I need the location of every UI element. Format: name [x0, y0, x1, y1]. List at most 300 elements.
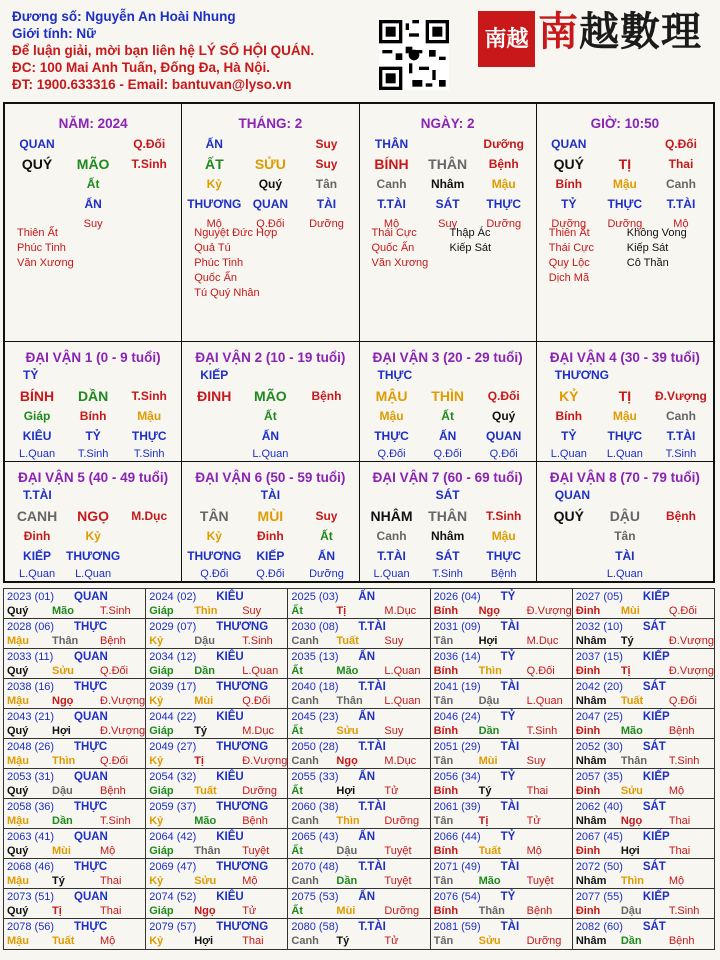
dai-van-title: ĐẠI VẬN 4 (30 - 39 tuổi) — [549, 350, 700, 365]
annual-year: 2049 (27) — [149, 741, 197, 753]
star-item: Không Vong — [626, 227, 687, 239]
annual-stage: Mộ — [526, 845, 542, 857]
stem-branch-line-cell: QUÝ — [21, 156, 53, 172]
life-stage-line-cell: Q.Đối — [256, 568, 285, 580]
annual-row — [4, 679, 714, 709]
star-item: Dịch Mã — [548, 272, 590, 284]
hidden-gods-line-cell: TỶ — [561, 429, 577, 443]
stem-branch-line-cell: Suy — [315, 157, 338, 171]
hidden-stems-line-cell: Kỷ — [206, 529, 222, 543]
annual-stage: Đ.Vượng — [668, 635, 714, 647]
annual-branch: Dậu — [194, 635, 215, 647]
annual-year: 2052 (30) — [575, 741, 623, 753]
annual-year: 2056 (34) — [433, 771, 481, 783]
dai-van-title: ĐẠI VẬN 3 (20 - 29 tuổi) — [372, 350, 523, 365]
stem-branch-line-cell: TỊ — [618, 156, 632, 172]
annual-stage: L.Quan — [384, 695, 421, 707]
star-item — [450, 256, 530, 271]
annual-god: TÀI — [500, 801, 520, 813]
life-stage-line-cell: Bệnh — [490, 568, 517, 580]
dai-van-god: TỶ — [23, 368, 39, 382]
annual-stem: Ất — [291, 845, 304, 857]
annual-branch: Thân — [336, 695, 363, 707]
hidden-gods-line-cell: ẤN — [84, 197, 102, 211]
ten-god-line-cell: Dưỡng — [483, 137, 524, 151]
annual-god: QUAN — [74, 891, 108, 903]
annual-branch: Sửu — [194, 875, 217, 887]
annual-stem: Mậu — [7, 635, 29, 647]
annual-luck-grid — [3, 588, 715, 950]
annual-branch: Dậu — [336, 845, 358, 857]
hidden-gods-line-cell: T.TÀI — [666, 197, 696, 211]
hidden-gods-line-cell: T.TÀI — [377, 549, 406, 563]
annual-year: 2029 (07) — [149, 621, 197, 633]
annual-year: 2071 (49) — [433, 861, 481, 873]
annual-stem: Kỷ — [149, 635, 164, 647]
hidden-gods-line-cell: SÁT — [435, 197, 460, 211]
chart-header — [12, 8, 382, 93]
annual-branch: Thìn — [478, 665, 502, 677]
annual-branch: Dần — [478, 725, 500, 737]
annual-year: 2025 (03) — [291, 591, 339, 603]
annual-year: 2047 (25) — [575, 711, 623, 723]
annual-god: KIÊU — [216, 771, 244, 783]
annual-year: 2044 (22) — [149, 711, 197, 723]
pillar-1 — [182, 104, 359, 341]
ten-god-line — [182, 134, 358, 154]
pillar-title: GIỜ: 10:50 — [590, 116, 660, 131]
life-stage-line-cell: Dưỡng — [309, 568, 344, 580]
life-stage-line-cell: L.Quan — [373, 568, 410, 580]
dai-van-8 — [537, 462, 713, 581]
annual-branch: Thìn — [52, 755, 76, 767]
annual-stem: Bính — [433, 665, 459, 677]
hidden-gods-line-cell: T.TÀI — [666, 429, 696, 443]
annual-branch: Ngọ — [52, 695, 74, 707]
annual-year: 2074 (52) — [149, 891, 197, 903]
annual-god: TÀI — [500, 921, 520, 933]
annual-branch: Tị — [336, 605, 347, 617]
hidden-stems-line-cell: Đinh — [257, 529, 284, 543]
star-item: Tú Quý Nhân — [194, 287, 260, 299]
hidden-stems-line-cell: Canh — [376, 177, 407, 191]
hidden-stems-line-cell: Mậu — [612, 177, 637, 191]
star-item: Quả Tú — [194, 242, 231, 254]
stem-branch-line-cell: DẦN — [77, 388, 109, 404]
star-item — [627, 271, 707, 286]
annual-stage: Q.Đối — [100, 665, 129, 677]
stem-branch-line-cell: THÂN — [428, 156, 468, 172]
hidden-stems-line — [537, 174, 713, 194]
stem-branch-line-cell: NGỌ — [77, 508, 110, 524]
dai-van-god: SÁT — [435, 488, 460, 502]
stem-branch-line-cell: THÂN — [428, 508, 468, 524]
annual-stem: Giáp — [149, 845, 174, 857]
hidden-gods-line-cell: THỰC — [374, 429, 409, 443]
annual-god: TÀI — [500, 741, 520, 753]
dai-van-title: ĐẠI VẬN 5 (40 - 49 tuổi) — [18, 470, 169, 485]
annual-cell — [288, 589, 430, 618]
annual-stem: Giáp — [149, 605, 174, 617]
annual-year: 2077 (55) — [575, 891, 623, 903]
stem-branch-line — [537, 154, 713, 174]
ten-god-line-cell: Suy — [315, 137, 338, 151]
annual-cell — [431, 679, 573, 708]
hidden-stems-line — [5, 406, 181, 426]
annual-stage: Tuyệt — [526, 875, 554, 887]
annual-year: 2063 (41) — [7, 831, 55, 843]
dai-van-god: THỰC — [377, 368, 413, 382]
annual-stage: Tuyệt — [384, 845, 412, 857]
annual-cell — [573, 619, 714, 648]
annual-god: THỰC — [74, 861, 108, 873]
life-stage-line-cell: L.Quan — [550, 448, 587, 460]
hidden-stems-line — [5, 526, 181, 546]
annual-year: 2033 (11) — [7, 651, 54, 663]
annual-god: TỶ — [500, 891, 516, 903]
annual-stem: Mậu — [7, 875, 29, 887]
annual-cell — [573, 589, 714, 618]
annual-cell — [146, 679, 288, 708]
stem-branch-line-cell: QUÝ — [553, 508, 584, 524]
hidden-stems-line-cell: Giáp — [23, 409, 51, 423]
stem-branch-line-cell: T.Sinh — [131, 157, 167, 171]
annual-stage: Tử — [526, 815, 541, 827]
annual-stem: Quý — [7, 845, 29, 857]
annual-god: ẤN — [358, 891, 376, 903]
annual-god: SÁT — [642, 681, 666, 693]
annual-cell — [288, 739, 430, 768]
hidden-stems-line-cell: Bính — [79, 409, 107, 423]
annual-god: T.TÀI — [358, 861, 386, 873]
annual-god: T.TÀI — [358, 681, 386, 693]
annual-cell — [288, 799, 430, 828]
dai-van-5 — [5, 462, 182, 581]
life-stage-line-cell: Dưỡng — [309, 218, 344, 230]
annual-branch: Hợi — [52, 725, 71, 737]
annual-god: THỰC — [74, 741, 108, 753]
annual-god: KIẾP — [642, 711, 670, 723]
annual-cell — [4, 709, 146, 738]
annual-stage: Thai — [242, 935, 264, 947]
annual-stage: M.Dục — [384, 755, 417, 767]
hidden-gods-line-cell: THỰC — [486, 549, 521, 563]
annual-cell — [146, 589, 288, 618]
life-stage-line-cell: Mộ — [673, 218, 689, 230]
annual-stage: L.Quan — [526, 695, 563, 707]
annual-god: T.TÀI — [358, 921, 386, 933]
stem-branch-line — [182, 386, 358, 406]
star-item: Quốc Ấn — [194, 272, 238, 284]
annual-stage: Bệnh — [242, 815, 268, 827]
annual-row — [4, 889, 714, 919]
annual-stem: Canh — [291, 755, 319, 767]
annual-god: KIẾP — [642, 891, 670, 903]
annual-branch: Mùi — [336, 905, 356, 917]
annual-cell — [4, 859, 146, 888]
hidden-gods-line-cell: QUAN — [486, 429, 522, 443]
annual-year: 2048 (26) — [7, 741, 55, 753]
annual-stage: Đ.Vượng — [242, 755, 288, 767]
annual-branch: Ngọ — [194, 905, 216, 917]
annual-cell — [431, 619, 573, 648]
life-stage-line-cell: T.Sinh — [133, 448, 165, 460]
annual-row — [4, 709, 714, 739]
annual-stem: Kỷ — [149, 815, 164, 827]
annual-branch: Dậu — [478, 695, 500, 707]
ten-god-line-cell: QUAN — [551, 137, 587, 151]
annual-stage: Tử — [384, 785, 399, 797]
life-stage-line-cell: Suy — [438, 218, 458, 230]
annual-stem: Kỷ — [149, 755, 164, 767]
annual-row — [4, 619, 714, 649]
annual-cell — [573, 649, 714, 678]
hidden-stems-line-cell: Ất — [86, 177, 100, 191]
annual-cell — [288, 889, 430, 918]
life-stage-line-cell: Mộ — [383, 218, 400, 230]
annual-branch: Tị — [620, 665, 631, 677]
annual-branch: Mùi — [194, 695, 214, 707]
annual-stem: Mậu — [7, 755, 29, 767]
annual-cell — [431, 769, 573, 798]
annual-branch: Ngọ — [478, 605, 500, 617]
life-stage-line — [537, 446, 713, 462]
annual-stem: Đinh — [575, 725, 601, 737]
annual-stage: Thai — [668, 815, 691, 827]
annual-god: THỰC — [74, 621, 108, 633]
annual-row — [4, 859, 714, 889]
annual-branch: Dần — [52, 815, 73, 827]
annual-branch: Mão — [478, 875, 501, 887]
annual-year: 2069 (47) — [149, 861, 197, 873]
annual-stem: Tân — [433, 635, 454, 647]
annual-stage: Mộ — [100, 845, 116, 857]
annual-year: 2061 (39) — [433, 801, 481, 813]
life-stage-line-cell: Dưỡng — [607, 218, 643, 230]
hidden-stems-line-cell: Ất — [264, 409, 277, 423]
annual-cell — [4, 649, 146, 678]
annual-stage: Q.Đối — [668, 695, 697, 707]
annual-cell — [4, 799, 146, 828]
annual-cell — [146, 709, 288, 738]
annual-year: 2079 (57) — [149, 921, 197, 933]
hidden-stems-line-cell: Mậu — [379, 409, 404, 423]
life-stage-line — [537, 566, 713, 582]
annual-stage: Dưỡng — [242, 785, 277, 797]
hidden-stems-line-cell: Ất — [441, 409, 454, 423]
star-item: Kiếp Sát — [626, 242, 669, 254]
hidden-gods-line-cell: T.TÀI — [377, 197, 406, 211]
annual-branch: Thìn — [620, 875, 645, 887]
annual-stem: Mậu — [7, 935, 29, 947]
annual-stage: Mộ — [668, 875, 685, 887]
hidden-gods-line-cell: THỰC — [607, 429, 643, 443]
annual-stem: Đinh — [575, 905, 601, 917]
annual-branch: Thìn — [336, 815, 360, 827]
annual-cell — [146, 619, 288, 648]
stem-branch-line-cell: Bệnh — [311, 389, 342, 403]
annual-year: 2066 (44) — [433, 831, 481, 843]
brand-seal: 南越 — [478, 11, 535, 67]
stem-branch-line-cell: MẬU — [375, 388, 408, 404]
annual-branch: Sửu — [336, 725, 359, 737]
special-stars — [549, 226, 709, 286]
life-stage-line — [182, 446, 358, 462]
annual-branch: Mùi — [52, 845, 71, 857]
dai-van-3 — [360, 342, 537, 461]
annual-stem: Ất — [291, 665, 304, 677]
annual-stage: Bệnh — [100, 635, 126, 647]
subject-gender: Giới tính: Nữ — [12, 26, 96, 41]
annual-god: TỶ — [500, 651, 516, 663]
annual-stage: Dưỡng — [384, 905, 420, 917]
stem-branch-line-cell: M.Dục — [131, 509, 168, 523]
annual-branch: Tuất — [194, 785, 217, 797]
annual-cell — [573, 769, 714, 798]
hidden-gods-line-cell: ẤN — [317, 549, 336, 563]
annual-stem: Bính — [433, 785, 459, 797]
stem-branch-line — [5, 386, 181, 406]
annual-stem: Ất — [291, 725, 304, 737]
annual-year: 2057 (35) — [575, 771, 623, 783]
annual-stage: L.Quan — [384, 665, 421, 677]
annual-branch: Thìn — [194, 605, 218, 617]
annual-stem: Mậu — [7, 815, 29, 827]
hidden-stems-line-cell: Đinh — [23, 529, 51, 543]
stem-branch-line-cell: ĐINH — [197, 388, 232, 404]
ten-god-line-cell: Q.Đối — [133, 137, 166, 151]
star-item: Quốc Ấn — [371, 242, 415, 254]
annual-cell — [288, 649, 430, 678]
annual-god: T.TÀI — [358, 621, 386, 633]
annual-god: ẤN — [358, 711, 376, 723]
annual-cell — [4, 769, 146, 798]
hidden-stems-line-cell: Mậu — [491, 177, 516, 191]
annual-branch: Thân — [620, 755, 648, 767]
star-item: Thiên Ất — [17, 227, 58, 239]
annual-cell — [431, 859, 573, 888]
annual-year: 2067 (45) — [575, 831, 623, 843]
life-stage-line-cell: Dưỡng — [486, 218, 522, 230]
annual-branch: Ngọ — [620, 815, 643, 827]
annual-year: 2081 (59) — [433, 921, 481, 933]
stem-branch-line — [360, 506, 536, 526]
hidden-gods-line — [537, 194, 713, 214]
hidden-gods-line — [182, 426, 358, 446]
stem-branch-line — [537, 386, 713, 406]
annual-cell — [288, 619, 430, 648]
annual-stem: Bính — [433, 845, 459, 857]
stem-branch-line-cell: SỬU — [254, 156, 286, 172]
annual-stage: Dưỡng — [384, 815, 420, 827]
annual-god: KIÊU — [216, 651, 244, 663]
annual-year: 2062 (40) — [575, 801, 623, 813]
annual-stage: Thai — [100, 905, 122, 917]
annual-stem: Tân — [433, 815, 454, 827]
annual-god: KIÊU — [216, 591, 244, 603]
hidden-stems-line — [537, 406, 713, 426]
annual-year: 2035 (13) — [291, 651, 339, 663]
ten-god-line-cell: THÂN — [374, 137, 409, 151]
ten-god-line-cell: QUAN — [19, 137, 55, 151]
annual-god: THƯƠNG — [216, 861, 269, 873]
annual-stem: Ất — [291, 905, 304, 917]
annual-god: THỰC — [74, 921, 108, 933]
annual-branch: Mùi — [478, 755, 498, 767]
hidden-gods-line-cell: THƯƠNG — [66, 549, 121, 563]
stem-branch-line — [360, 386, 536, 406]
annual-cell — [146, 649, 288, 678]
annual-branch: Mão — [620, 725, 643, 737]
pillar-title: NĂM: 2024 — [58, 116, 128, 131]
star-item: Văn Xương — [371, 257, 429, 269]
annual-branch: Dần — [194, 665, 215, 677]
annual-stage: Bệnh — [668, 725, 695, 737]
annual-stem: Nhâm — [575, 755, 607, 767]
hidden-gods-line — [360, 194, 536, 214]
hidden-gods-line — [360, 426, 536, 446]
annual-stem: Nhâm — [575, 875, 607, 887]
subject-name: Đương số: Nguyễn An Hoài Nhung — [12, 9, 236, 24]
hidden-stems-line-cell: Tân — [614, 529, 636, 543]
annual-cell — [431, 709, 573, 738]
brand-logo: 南越數理 — [538, 8, 702, 55]
life-stage-line-cell: Dưỡng — [551, 218, 587, 230]
annual-stem: Giáp — [149, 665, 174, 677]
annual-branch: Dần — [336, 875, 358, 887]
stem-branch-line-cell: THÌN — [431, 388, 464, 404]
hidden-gods-line-cell: SÁT — [435, 549, 460, 563]
annual-stem: Tân — [433, 755, 454, 767]
annual-god: QUAN — [74, 771, 108, 783]
hidden-stems-line — [5, 174, 181, 194]
annual-cell — [146, 739, 288, 768]
dai-van-god: TÀI — [260, 488, 281, 502]
annual-year: 2023 (01) — [7, 591, 55, 603]
annual-cell — [431, 589, 573, 618]
annual-god: THƯƠNG — [216, 681, 269, 693]
annual-branch: Mão — [52, 605, 74, 617]
dai-van-title: ĐẠI VẬN 7 (60 - 69 tuổi) — [372, 470, 523, 485]
hidden-gods-line-cell: TÀI — [316, 197, 337, 211]
hidden-gods-line-cell: KIẾP — [23, 549, 52, 563]
annual-stem: Kỷ — [149, 935, 164, 947]
annual-branch: Sửu — [620, 785, 643, 797]
hidden-stems-line-cell: Quý — [492, 409, 516, 423]
annual-stage: Q.Đối — [526, 665, 555, 677]
annual-stage: Bệnh — [526, 905, 553, 917]
star-item: Văn Xương — [17, 257, 74, 269]
hidden-stems-line-cell: Ất — [320, 529, 333, 543]
annual-branch: Dần — [620, 935, 642, 947]
annual-branch: Tuất — [52, 935, 75, 947]
annual-god: T.TÀI — [358, 801, 386, 813]
ten-god-line — [360, 134, 536, 154]
annual-cell — [288, 829, 430, 858]
annual-branch: Mão — [194, 815, 217, 827]
annual-cell — [288, 679, 430, 708]
annual-branch: Tuất — [620, 695, 644, 707]
annual-stem: Bính — [433, 725, 459, 737]
qr-code-icon[interactable] — [379, 19, 449, 91]
annual-stem: Canh — [291, 935, 319, 947]
annual-god: SÁT — [642, 801, 666, 813]
ten-god-line — [5, 134, 181, 154]
hidden-stems-line-cell: Quý — [258, 177, 283, 191]
annual-god: SÁT — [642, 861, 666, 873]
annual-stage: T.Sinh — [100, 815, 131, 827]
annual-stem: Mậu — [7, 695, 29, 707]
